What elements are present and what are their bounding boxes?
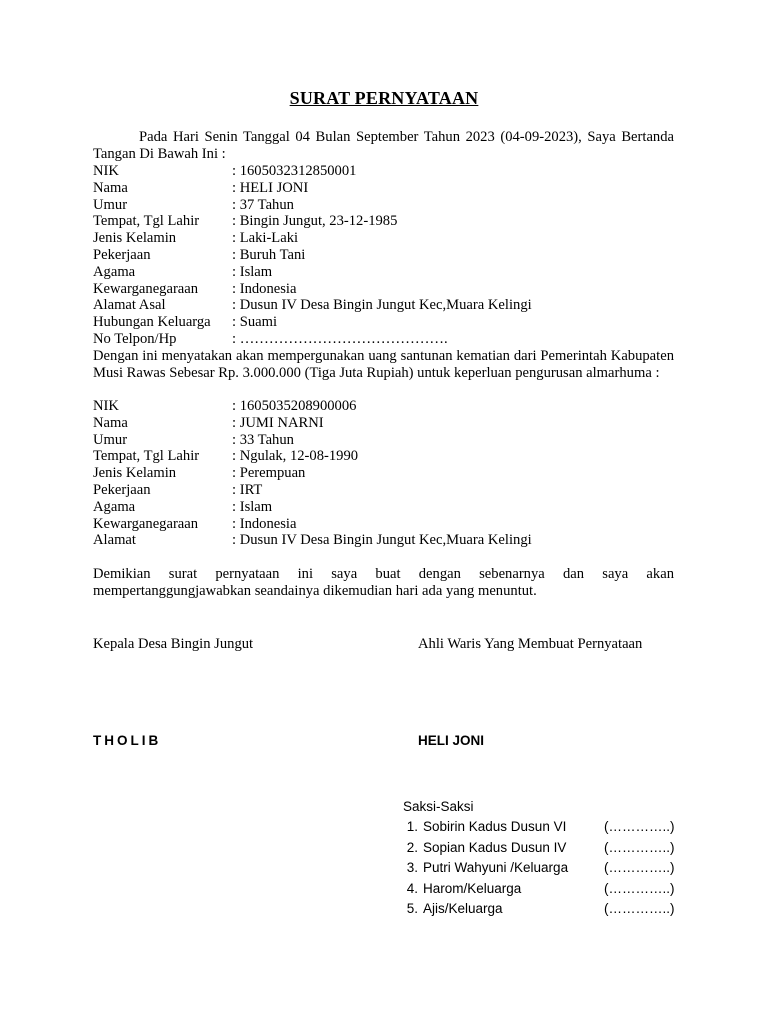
witness-item: [403, 838, 675, 859]
field-label: Umur: [93, 431, 128, 448]
field-row: [93, 264, 674, 281]
field-value: : Islam: [232, 263, 273, 280]
field-label: Tempat, Tgl Lahir: [93, 448, 200, 465]
field-value: : Indonesia: [232, 515, 297, 532]
field-value: : HELI JONI: [232, 179, 309, 196]
field-label: Pekerjaan: [93, 481, 151, 498]
deceased-fields: [93, 398, 674, 549]
field-label: Agama: [93, 263, 136, 280]
field-value: : 1605032312850001: [232, 163, 357, 179]
field-value: : 1605035208900006: [232, 398, 357, 414]
field-value: : Dusun IV Desa Bingin Jungut Kec,Muara Kelingi: [232, 297, 532, 314]
field-label: NIK: [93, 163, 119, 179]
field-row: [93, 163, 674, 180]
field-label: Alamat Asal: [93, 297, 166, 314]
field-row: [93, 432, 674, 449]
field-value: : Ngulak, 12-08-1990: [232, 448, 359, 465]
witness-name: Harom/Keluarga: [423, 880, 522, 896]
field-row: [93, 482, 674, 499]
field-value: : 33 Tahun: [232, 431, 294, 448]
field-row: [93, 314, 674, 331]
witness-number: 3.: [406, 860, 418, 876]
field-value: : IRT: [232, 481, 263, 498]
field-row: [93, 331, 674, 348]
field-label: Pekerjaan: [93, 246, 151, 263]
witness-name: Ajis/Keluarga: [423, 901, 503, 917]
field-value: : Islam: [232, 498, 273, 515]
witness-signature-line: (…………..): [604, 839, 675, 855]
field-row: [93, 465, 674, 482]
document-title: SURAT PERNYATAAN: [289, 88, 479, 108]
field-row: [93, 281, 674, 298]
field-row: [93, 180, 674, 197]
field-row: [93, 516, 674, 533]
field-row: [93, 448, 674, 465]
statement-paragraph: Dengan ini menyatakan akan mempergunakan uang santunan kematian dari Pemerintah Kabupaten Musi Rawas Sebesar Rp. 3.000.000 (Tiga Juta Rupiah) untuk keperluan pengurusan almarhuma :: [93, 348, 674, 381]
witness-name: Putri Wahyuni /Keluarga: [423, 860, 569, 876]
witness-number: 5.: [406, 901, 418, 917]
field-row: [93, 197, 674, 214]
witness-name: Sobirin Kadus Dusun VI: [423, 819, 567, 834]
field-value: : Laki-Laki: [232, 230, 299, 247]
field-label: NIK: [93, 398, 119, 414]
field-value: : Bingin Jungut, 23-12-1985: [232, 213, 398, 230]
field-label: Nama: [93, 414, 128, 431]
witness-signature-line: (…………..): [604, 860, 675, 876]
village-head-title: Kepala Desa Bingin Jungut: [93, 636, 254, 652]
field-label: Tempat, Tgl Lahir: [93, 213, 200, 230]
witness-signature-line: (…………..): [604, 880, 675, 896]
witness-number: 4.: [406, 880, 418, 896]
field-label: Kewarganegaraan: [93, 515, 199, 532]
field-row: [93, 230, 674, 247]
witness-item: [403, 817, 675, 838]
field-label: Alamat: [93, 532, 136, 549]
field-value: : Indonesia: [232, 280, 297, 297]
witness-signature-line: (…………..): [604, 819, 675, 834]
field-row: [93, 213, 674, 230]
field-row: [93, 297, 674, 314]
field-value: : …………………………………….: [232, 330, 448, 347]
declarant-fields: [93, 163, 674, 348]
field-value: : Dusun IV Desa Bingin Jungut Kec,Muara Kelingi: [232, 532, 532, 549]
field-value: : Suami: [232, 314, 277, 331]
field-row: [93, 398, 674, 415]
field-value: : JUMI NARNI: [232, 414, 324, 431]
field-label: Jenis Kelamin: [93, 230, 177, 247]
field-row: [93, 415, 674, 432]
witness-heading: Saksi-Saksi: [403, 799, 474, 814]
field-label: Nama: [93, 179, 128, 196]
field-row: [93, 247, 674, 264]
witness-name: Sopian Kadus Dusun IV: [423, 839, 567, 855]
field-row: [93, 499, 674, 516]
field-row: [93, 532, 674, 549]
witness-signature-line: (…………..): [604, 901, 675, 917]
closing-paragraph: Demikian surat pernyataan ini saya buat dengan sebenarnya dan saya akan mempertanggungjawabkan seandainya dikemudian hari ada yang menuntut.: [93, 566, 674, 599]
field-value: : 37 Tahun: [232, 196, 294, 213]
field-label: Umur: [93, 196, 128, 213]
field-label: Hubungan Keluarga: [93, 314, 211, 331]
field-value: : Perempuan: [232, 465, 306, 482]
witness-number: 2.: [406, 839, 418, 855]
heir-title: Ahli Waris Yang Membuat Pernyataan: [418, 636, 643, 652]
intro-paragraph: Pada Hari Senin Tanggal 04 Bulan September Tahun 2023 (04-09-2023), Saya Bertanda Tangan Di Bawah Ini :: [93, 129, 674, 162]
witness-item: [403, 899, 675, 920]
witness-item: [403, 858, 675, 879]
field-label: Kewarganegaraan: [93, 280, 199, 297]
witness-section: [403, 796, 675, 920]
witness-number: 1.: [406, 819, 418, 834]
field-label: Jenis Kelamin: [93, 465, 177, 482]
heir-name: HELI JONI: [418, 733, 485, 748]
field-label: No Telpon/Hp: [93, 330, 177, 347]
witness-item: [403, 879, 675, 900]
field-value: : Buruh Tani: [232, 246, 306, 263]
village-head-name: THOLIB: [93, 733, 162, 748]
field-label: Agama: [93, 498, 136, 515]
